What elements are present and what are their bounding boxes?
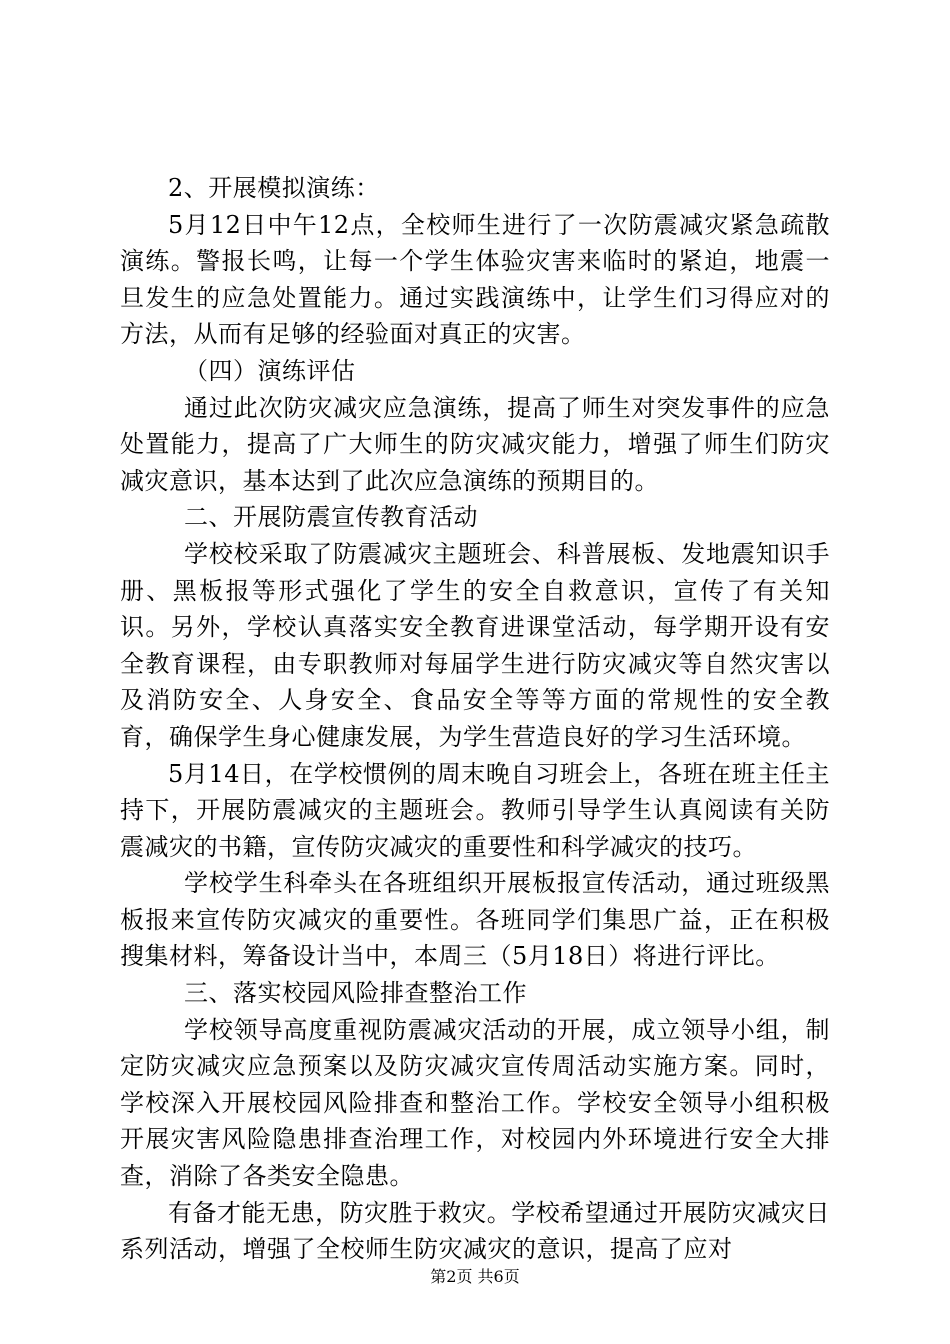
section-heading-risk-check: 三、落实校园风险排查整治工作 — [184, 979, 527, 1008]
section-subheading-evaluation: （四）演练评估 — [184, 356, 356, 385]
paragraph-conclusion: 有备才能无患，防灾胜于救灾。学校希望通过开展防灾减灾日系列活动，增强了全校师生防灾减灾的意识，提高了应对 — [120, 1198, 830, 1264]
paragraph-evaluation: 通过此次防灾减灾应急演练，提高了师生对突发事件的应急处置能力，提高了广大师生的防灾减灾能力，增强了师生们防灾减灾意识，基本达到了此次应急演练的预期目的。 — [120, 393, 830, 495]
paragraph-blackboard: 学校学生科牵头在各班组织开展板报宣传活动，通过班级黑板报来宣传防灾减灾的重要性。各班同学们集思广益，正在积极搜集材料，筹备设计当中，本周三（5月18日）将进行评比。 — [120, 869, 830, 971]
page-total: 共6页 — [477, 1267, 520, 1286]
page-number: 第2页 — [430, 1267, 473, 1286]
page-footer — [0, 1267, 950, 1287]
paragraph-education-activities: 学校校采取了防震减灾主题班会、科普展板、发地震知识手册、黑板报等形式强化了学生的安全自救意识，宣传了有关知识。另外，学校认真落实安全教育进课堂活动，每学期开设有安全教育课程，由专职教师对每届学生进行防灾减灾等自然灾害以及消防安全、人身安全、食品安全等等方面的常规性的安全教育，确保学生身心健康发展，为学生营造良好的学习生活环境。 — [120, 539, 830, 751]
paragraph-drill-description: 5月12日中午12点，全校师生进行了一次防震减灾紧急疏散演练。警报长鸣，让每一个学生体验灾害来临时的紧迫，地震一旦发生的应急处置能力。通过实践演练中，让学生们习得应对的方法，从而有足够的经验面对真正的灾害。 — [120, 210, 830, 349]
document-body — [120, 170, 830, 1268]
paragraph-risk-check: 学校领导高度重视防震减灾活动的开展，成立领导小组，制定防灾减灾应急预案以及防灾减灾宣传周活动实施方案。同时，学校深入开展校园风险排查和整治工作。学校安全领导小组积极开展灾害风险隐患排查治理工作，对校园内外环境进行安全大排查，消除了各类安全隐患。 — [120, 1015, 830, 1191]
section-heading-drill: 2、开展模拟演练： — [168, 174, 380, 202]
paragraph-class-meeting: 5月14日，在学校惯例的周末晚自习班会上，各班在班主任主持下，开展防震减灾的主题班会。教师引导学生认真阅读有关防震减灾的书籍，宣传防灾减灾的重要性和科学减灾的技巧。 — [120, 759, 830, 861]
section-heading-education: 二、开展防震宣传教育活动 — [184, 503, 478, 532]
